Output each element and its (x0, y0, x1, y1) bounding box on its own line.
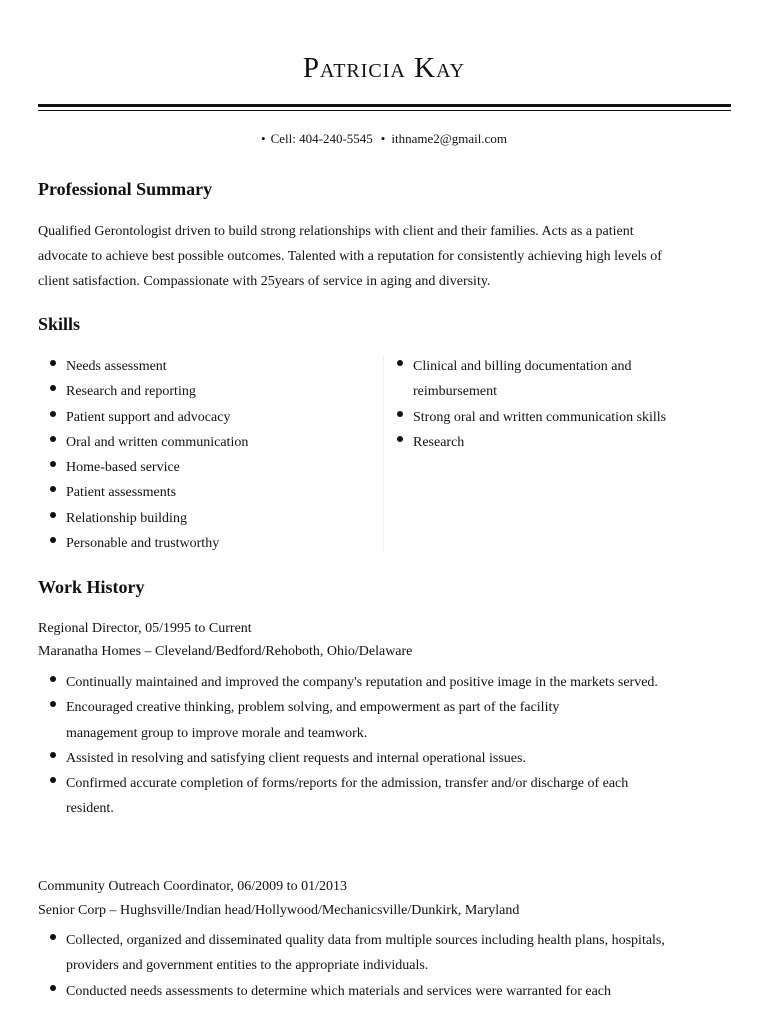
job-bullet: Conducted needs assessments to determine which materials and services were warranted for each (38, 979, 706, 1004)
job-bullet: Assisted in resolving and satisfying client requests and internal operational issues. (38, 746, 678, 771)
header-rule-thin (38, 110, 731, 111)
job-company-line: Maranatha Homes – Cleveland/Bedford/Rehoboth, Ohio/Delaware (38, 644, 413, 659)
job-bullet: Confirmed accurate completion of forms/reports for the admission, transfer and/or discharge of each resident. (38, 771, 656, 822)
skill-item: Research (385, 430, 705, 455)
job-bullet: Continually maintained and improved the company's reputation and positive image in the markets served. (38, 670, 658, 695)
skill-item: Patient support and advocacy (38, 405, 368, 430)
header-rule-thick (38, 104, 731, 107)
bullet-icon: • (261, 131, 266, 146)
skill-item: Relationship building (38, 506, 368, 531)
skills-column-divider (383, 356, 384, 552)
skill-item: Strong oral and written communication skills (385, 405, 705, 430)
skill-item: Clinical and billing documentation and reimbursement (385, 354, 673, 405)
section-title-summary: Professional Summary (38, 179, 213, 199)
skill-item: Personable and trustworthy (38, 531, 368, 556)
skill-item: Needs assessment (38, 354, 368, 379)
job-company-line: Senior Corp – Hughsville/Indian head/Hollywood/Mechanicsville/Dunkirk, Maryland (38, 903, 520, 918)
job-title-line: Regional Director, 05/1995 to Current (38, 621, 252, 636)
skill-item: Home-based service (38, 455, 368, 480)
skill-item: Research and reporting (38, 379, 368, 404)
summary-text: Qualified Gerontologist driven to build strong relationships with client and their families. Acts as a patient advocate to achieve best possible outcomes. Talented with a reputation for consistently achieving high levels of client satisfaction. Compassionate with 25years of service in aging and diversity. (38, 224, 662, 289)
skill-item: Patient assessments (38, 480, 368, 505)
job-title-line: Community Outreach Coordinator, 06/2009 to 01/2013 (38, 879, 347, 894)
job-bullets (38, 928, 678, 1004)
job-bullets (38, 670, 678, 822)
bullet-icon: • (380, 131, 386, 146)
contact-email: ithname2@gmail.com (391, 131, 507, 146)
job-bullet: Collected, organized and disseminated quality data from multiple sources including health plans, hospitals, providers and government entities to the appropriate individuals. (38, 928, 666, 979)
contact-line (0, 131, 768, 147)
job-bullet: Encouraged creative thinking, problem solving, and empowerment as part of the facility management group to improve morale and teamwork. (38, 695, 626, 746)
skills-list-left (38, 354, 368, 556)
section-title-work-history: Work History (38, 577, 145, 597)
section-title-skills: Skills (38, 314, 81, 334)
candidate-name: Patricia Kay (302, 52, 466, 84)
contact-cell: Cell: 404-240-5545 (270, 131, 373, 146)
skills-list-right (385, 354, 705, 455)
skill-item: Oral and written communication (38, 430, 368, 455)
